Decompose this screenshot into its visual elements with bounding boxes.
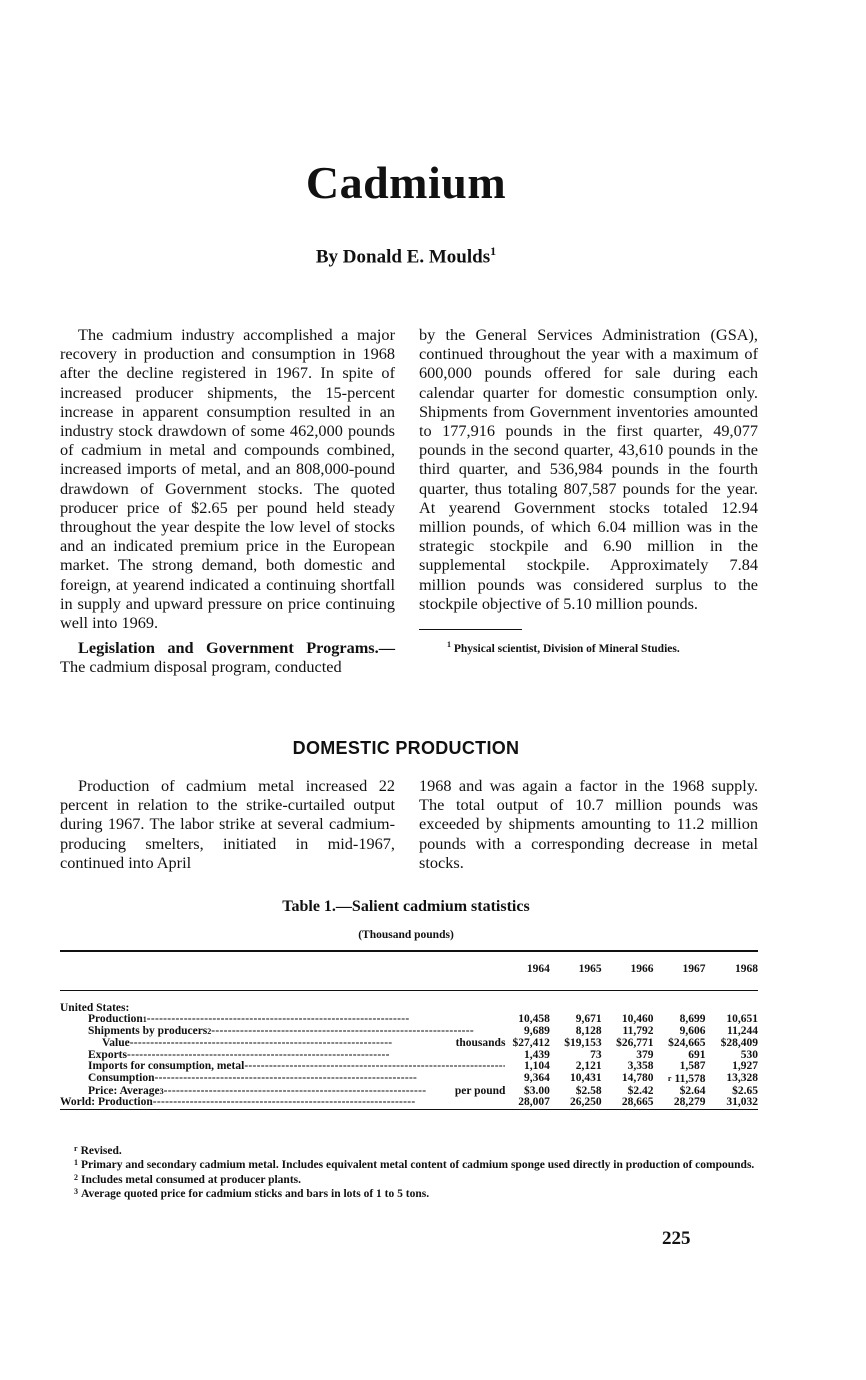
row-label: Shipments by producers [88,1025,208,1038]
row-label-cell [60,1038,505,1050]
gsa-paragraph: by the General Services Administration (GSA), continued throughout the year with a maximum of 600,000 pounds offered for sale during each calendar quarter for domestic consumption only. Shipments from Government inventories amounted to 177,916 pounds in the first quarter, 49,077 pounds in the second quarter, 43,610 pounds in the third quarter, and 536,984 pounds in the fourth quarter, thus totaling 807,587 pounds for the year. At yearend Government stocks totaled 12.94 million pounds, of which 6.04 million was in the strategic stockpile and 6.90 million in the supplemental stockpile. Approximately 7.84 million pounds was considered surplus to the stockpile objective of 5.10 million pounds. [419,325,758,613]
cell-value: 530 [740,1048,758,1061]
cell-value: 9,689 [523,1025,550,1038]
footnote-text: Physical scientist, Division of Mineral Studies. [453,642,680,655]
row-label-cell [60,1073,505,1086]
note-mark: r [74,1144,78,1153]
row-footnote-mark: 2 [207,1027,212,1037]
intro-paragraph: The cadmium industry accomplished a major recovery in production and consumption in 1968 after the decline registered in 1967. In spite of increased producer shipments, the 15-percent increase in apparent consumption resulted in an industry stock drawdown of some 462,000 pounds of cadmium in metal and compounds combined, increased imports of metal, and an 808,000-pound drawdown of Government stocks. The quoted producer price of $2.65 per pound held steady throughout the year despite the low level of stocks and an indicated premium price in the European market. The strong demand, both domestic and foreign, at yearend indicated a continuing shortfall in supply and upward pressure on price continuing well into 1969. [60,325,395,633]
row-label: Exports [88,1048,127,1061]
table-header-row [60,952,758,990]
cell-value: $2.58 [575,1084,602,1097]
legislation-heading: Legislation and Government Programs.— [78,638,395,658]
cell-value: $3.00 [523,1084,550,1097]
cell-value: 1,927 [732,1060,758,1073]
production-paragraph-left: Production of cadmium metal increased 22 percent in relation to the strike-curtailed output during 1967. The labor strike at several cadmium-producing smelters, initiated in mid-1967, continued into April [60,776,395,872]
table-cell [550,1061,602,1073]
table-note [60,1157,760,1171]
header-year: 1967 [682,963,706,975]
cell-value: $19,153 [564,1036,602,1049]
cell-value: 2,121 [575,1060,602,1073]
section-heading-domestic-production: DOMESTIC PRODUCTION [292,738,520,758]
header-year: 1966 [630,963,654,975]
note-mark: 1 [74,1158,78,1168]
row-label-cell [60,1097,505,1109]
header-year: 1968 [735,963,758,975]
intro-column-right [419,325,758,656]
note-text: Revised. [80,1145,122,1157]
production-column-right [419,776,758,872]
cell-value: $27,412 [512,1036,550,1049]
leader-dots [130,1038,456,1050]
note-mark: 2 [74,1172,78,1182]
table-cell [654,1097,706,1109]
table-row [60,1061,758,1073]
legislation-paragraph [60,638,395,676]
cell-value: 1,587 [679,1060,706,1073]
cell-value: 1,104 [523,1060,550,1073]
cell-value: 11,792 [622,1025,654,1038]
page-number: 225 [662,1228,691,1249]
cell-value: 11,578 [674,1072,706,1085]
cell-value: $2.42 [627,1084,654,1097]
legislation-text: The cadmium disposal program, conducted [60,657,342,677]
table-note [60,1143,760,1157]
header-year: 1965 [578,963,602,975]
group-label: United States: [60,1001,130,1014]
author-footnote-mark: 1 [490,244,497,258]
row-label-cell [60,1061,505,1073]
author-name: By Donald E. Moulds [315,246,491,268]
note-text: Includes metal consumed at producer plants. [81,1173,302,1186]
header-label-cell [60,952,505,990]
cell-value: 11,244 [727,1025,758,1038]
cell-value: $2.64 [679,1084,706,1097]
table-notes [60,1143,760,1201]
leader-dots [244,1061,505,1073]
cell-value: $28,409 [720,1036,758,1049]
cell-value: $24,665 [668,1036,706,1049]
cell-value: 31,032 [726,1096,758,1109]
cell-value: 379 [636,1048,654,1061]
cell-value: 14,780 [621,1072,654,1085]
table-cell [654,1061,706,1073]
header-year: 1964 [526,963,550,975]
table-cell [705,1061,758,1073]
table-cell [705,1097,758,1109]
cell-value: 26,250 [570,1096,602,1109]
cell-value: 13,328 [726,1072,758,1085]
row-label: Imports for consumption, metal [88,1060,245,1073]
note-text: Average quoted price for cadmium sticks and bars in lots of 1 to 5 tons. [81,1188,430,1201]
cell-value: 10,458 [518,1013,550,1026]
cell-value: 73 [590,1048,602,1061]
cell-value: 28,279 [673,1096,706,1109]
cell-value: 28,007 [518,1096,550,1109]
row-label: Production [88,1013,143,1026]
table-note [60,1172,760,1186]
table-unit: (Thousand pounds) [358,929,454,941]
production-column-left [60,776,395,872]
row-label: Consumption [88,1072,155,1085]
cell-value: 1,439 [523,1048,550,1061]
table-row [60,1097,758,1109]
leader-dots [164,1086,455,1098]
table-cell [505,1061,549,1073]
production-paragraph-right: 1968 and was again a factor in the 1968 supply. The total output of 10.7 million pounds was exceeded by shipments amounting to 11.2 million pounds with a corresponding decrease in metal stocks. [419,776,758,872]
leader-dots [154,1073,505,1085]
row-label: Price: Average [88,1084,160,1097]
cell-value: 9,364 [523,1072,550,1085]
row-label: World: Production [60,1096,153,1109]
cell-value: 8,128 [575,1025,602,1038]
cell-value: 691 [688,1048,706,1061]
cell-value: 10,651 [726,1013,758,1026]
table-cell [550,1097,602,1109]
cell-value: 10,431 [570,1072,602,1085]
table-title: Table 1.—Salient cadmium statistics [282,898,530,915]
cell-value: 28,665 [621,1096,654,1109]
row-footnote-mark: 3 [159,1086,164,1096]
cell-value: 9,671 [575,1013,602,1026]
revised-mark: r [667,1073,672,1083]
cell-value: 8,699 [679,1013,706,1026]
note-text: Primary and secondary cadmium metal. Includes equivalent metal content of cadmium sponge used directly in production of compounds. [81,1159,755,1172]
table-cell [602,1061,654,1073]
row-label: Value [102,1036,130,1049]
row-footnote-mark: 1 [142,1015,147,1025]
row-unit: per pound [454,1084,506,1097]
table-note [60,1186,760,1200]
leader-dots [153,1097,506,1109]
note-mark: 3 [74,1187,78,1197]
row-unit: thousands [455,1036,506,1049]
cell-value: $2.65 [732,1084,758,1097]
byline [0,244,812,268]
salient-statistics-table [60,950,758,1110]
cell-value: 3,358 [627,1060,654,1073]
cell-value: $26,771 [616,1036,654,1049]
cell-value: 9,606 [679,1025,706,1038]
footnote-rule [419,629,522,630]
page-title: Cadmium [305,157,507,208]
author-footnote [419,638,758,656]
intro-column-left [60,325,395,677]
table-cell [602,1097,654,1109]
table-cell [505,1097,549,1109]
cell-value: 10,460 [621,1013,654,1026]
footnote-mark: 1 [447,640,451,650]
